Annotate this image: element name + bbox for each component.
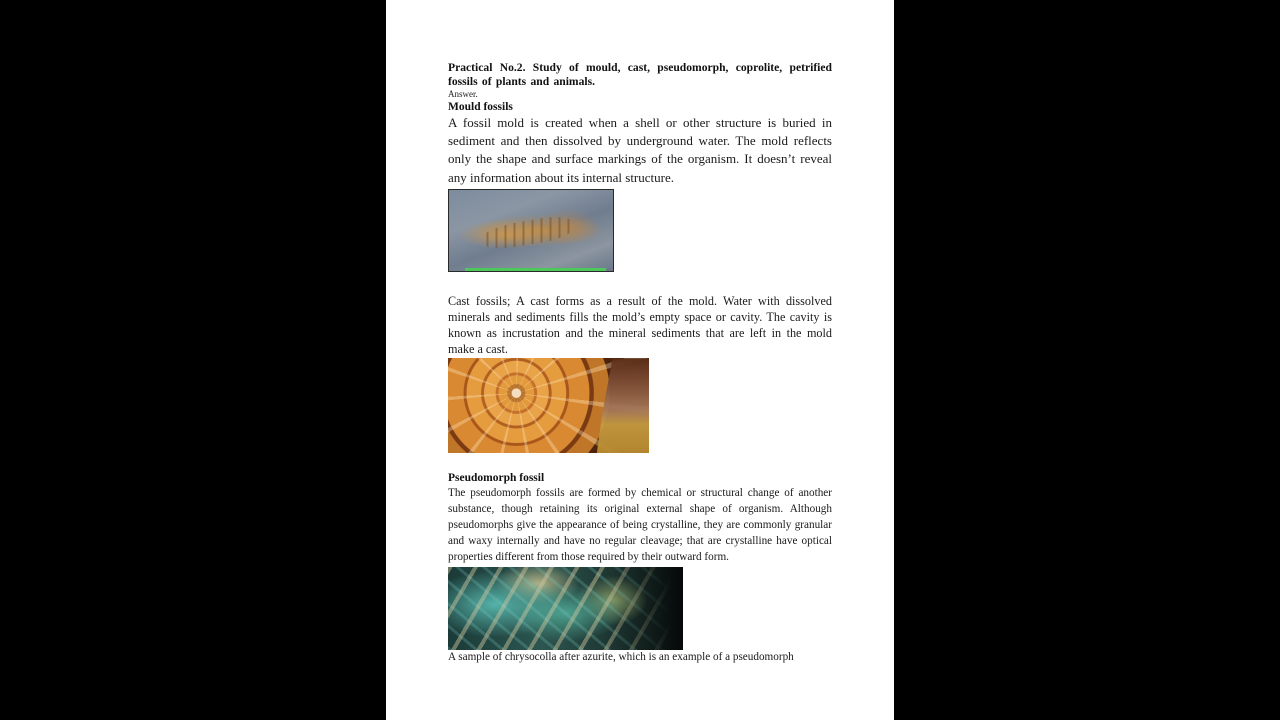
fossil-ribs-texture bbox=[477, 213, 575, 253]
answer-label: Answer. bbox=[448, 89, 478, 99]
practical-title: Practical No.2. Study of mould, cast, pseudomorph, coprolite, petrified fossils of plants and animals. bbox=[448, 61, 832, 88]
spacer bbox=[448, 453, 832, 471]
crystal-shards-texture bbox=[448, 567, 683, 650]
mould-paragraph: A fossil mold is created when a shell or other structure is buried in sediment and then dissolved by underground water. The mold reflects only the shape and surface markings of the organism. It doesn’t reveal any information about its internal structure. bbox=[448, 115, 832, 185]
spacer bbox=[448, 272, 832, 294]
mould-fossil-image bbox=[448, 189, 614, 272]
ammonite-cast-image bbox=[448, 358, 649, 453]
cast-body: A cast forms as a result of the mold. Water with dissolved minerals and sediments fills the mold’s empty space or cavity. The cavity is known as incrustation and the mineral sediments that are left in the mold make a cast. bbox=[448, 293, 832, 356]
page-content bbox=[448, 61, 832, 664]
pseudomorph-paragraph: The pseudomorph fossils are formed by chemical or structural change of another substance, though retaining its original external shape of organism. Although pseudomorphs give the appearance of being crystalline, they are commonly granular and waxy internally and have no regular cleavage; that are crystalline have optical properties different from those required by their outward form. bbox=[448, 487, 832, 564]
document-page[interactable] bbox=[386, 0, 894, 720]
pseudomorph-heading: Pseudomorph fossil bbox=[448, 472, 545, 485]
mould-heading: Mould fossils bbox=[448, 101, 513, 113]
cast-paragraph bbox=[448, 294, 832, 358]
chrysocolla-image bbox=[448, 567, 683, 650]
image-green-strip bbox=[465, 268, 606, 271]
cast-heading: Cast fossils; bbox=[448, 293, 511, 308]
chrysocolla-caption: A sample of chrysocolla after azurite, which is an example of a pseudomorph bbox=[448, 651, 794, 664]
